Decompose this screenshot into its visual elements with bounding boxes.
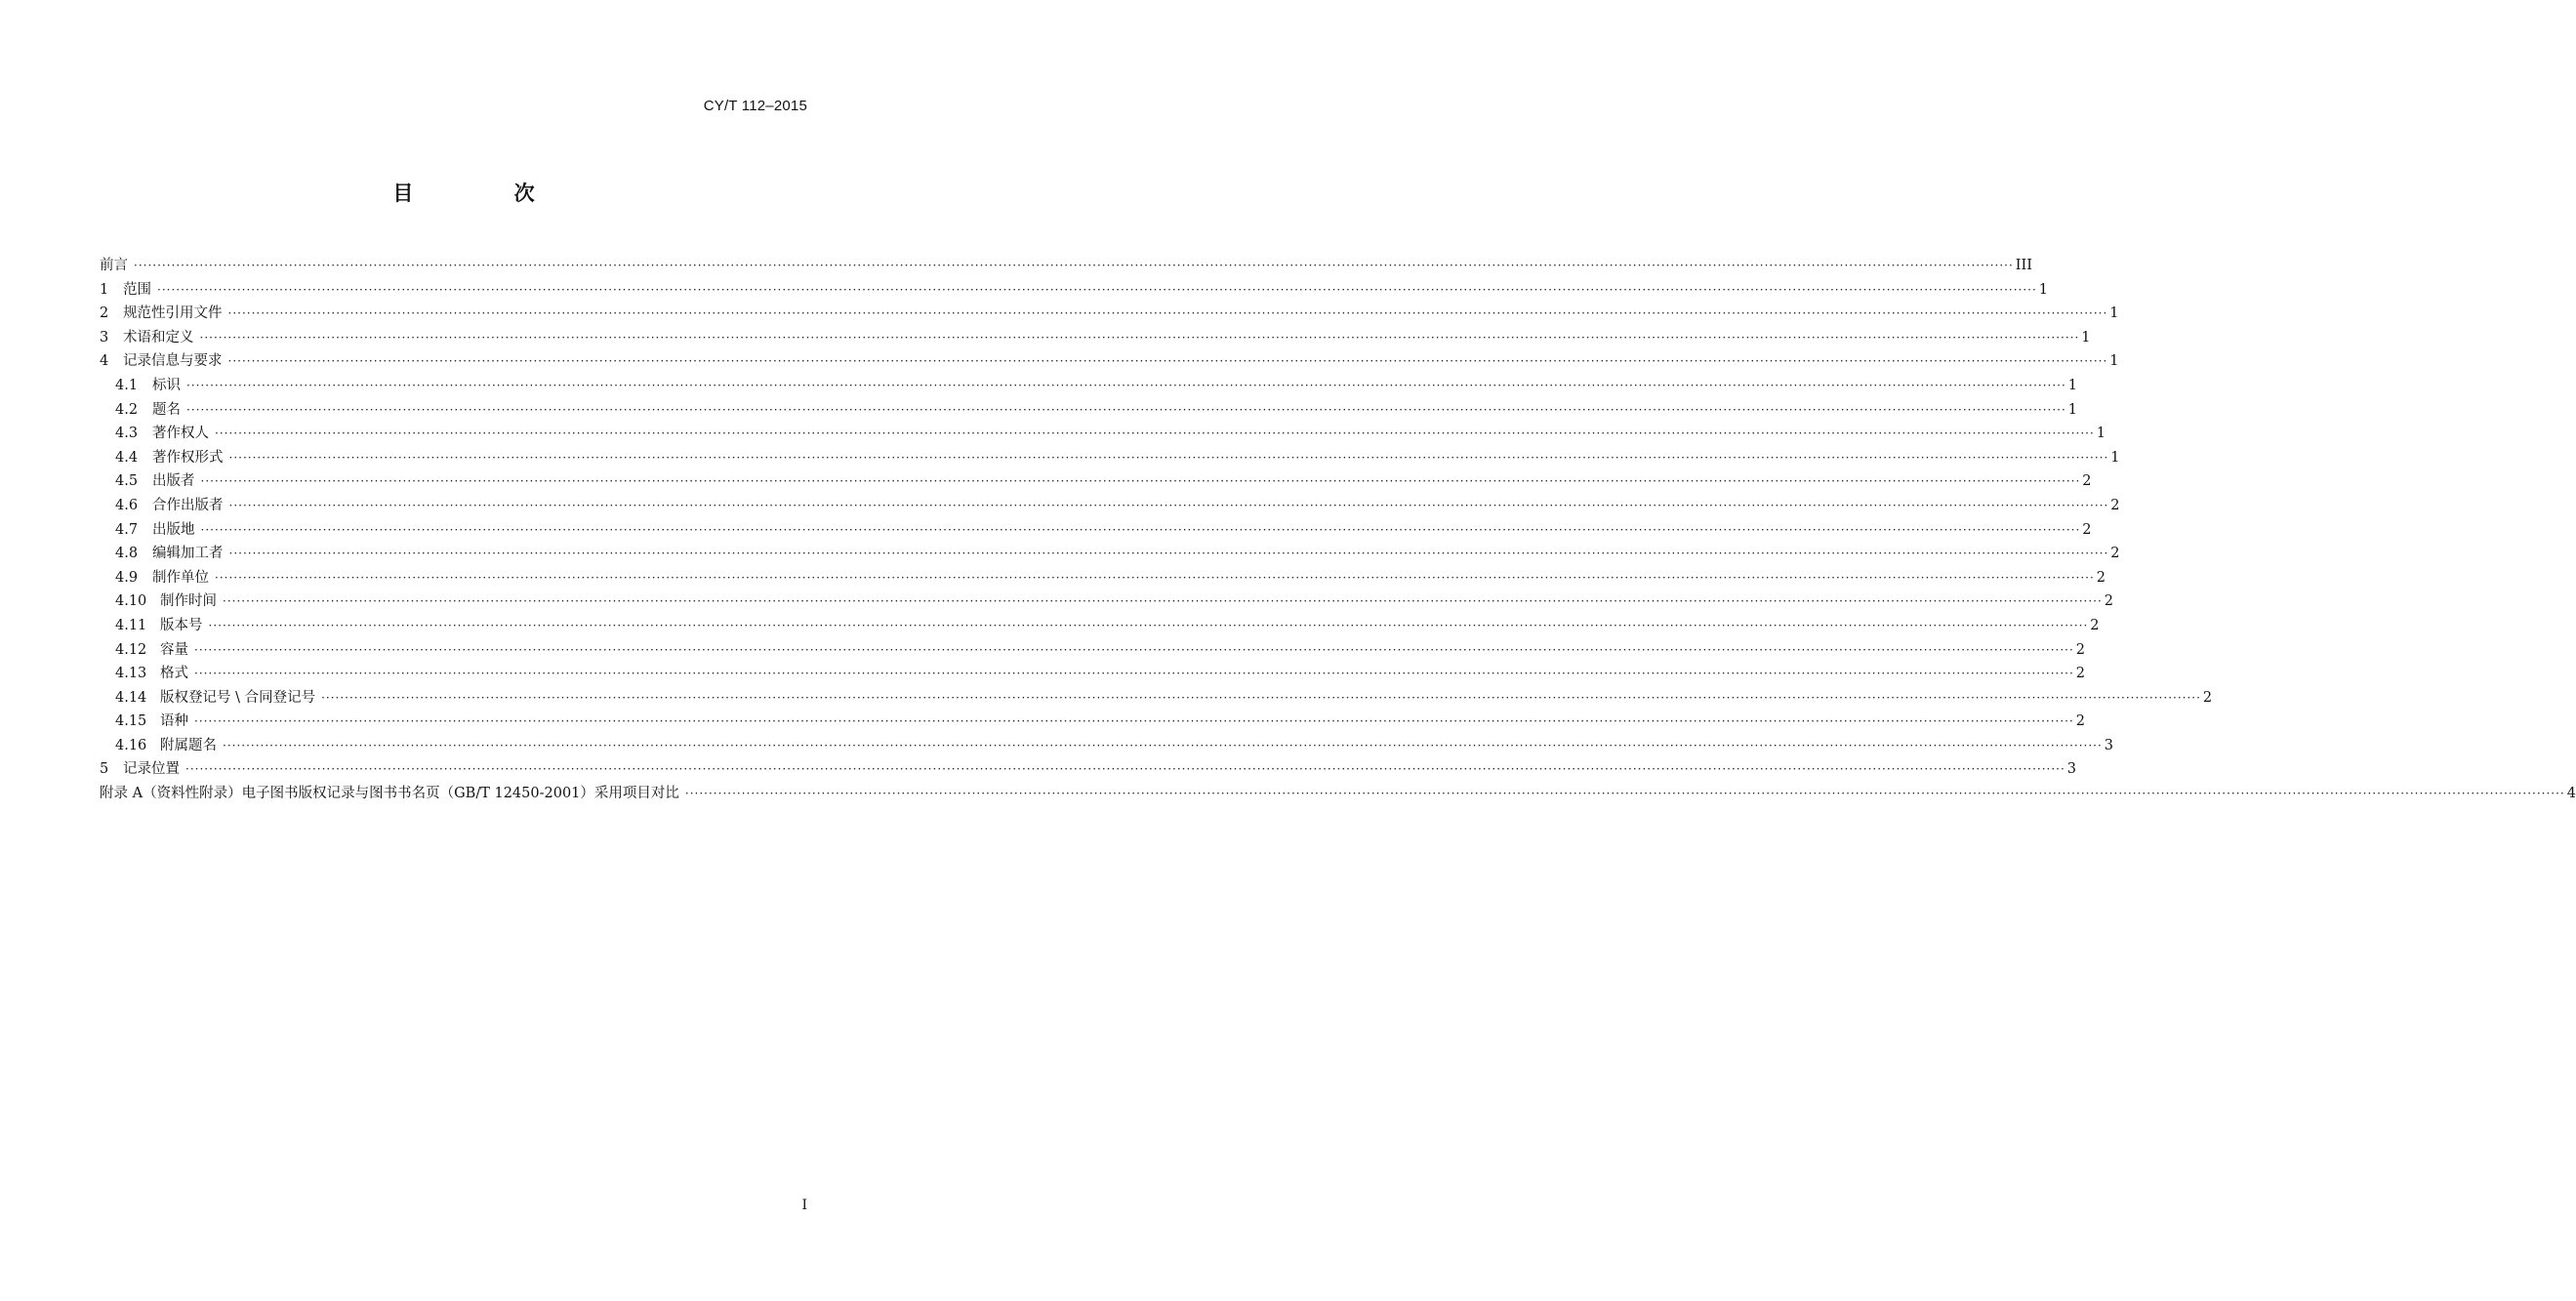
toc-entry-label: 容量 <box>160 641 188 658</box>
toc-entry-number: 1 <box>100 281 109 298</box>
toc-entry-number: 4.16 <box>115 737 147 753</box>
toc-entry-number: 4.10 <box>115 593 147 610</box>
toc-entry-page: 2 <box>2082 473 2092 490</box>
toc-entry-label: 编辑加工者 <box>152 546 224 562</box>
toc-entry[interactable] <box>100 662 2086 686</box>
toc-entry-number: 4.12 <box>115 641 147 658</box>
toc-entry-label: 制作单位 <box>152 569 209 586</box>
toc-entry-label: 语种 <box>160 713 188 730</box>
toc-entry-page: 1 <box>2109 305 2119 322</box>
toc-dot-leader: ················································································································································································································································································································································································································ <box>185 762 2065 777</box>
toc-entry-page: III <box>2015 258 2032 273</box>
toc-entry-label: 著作权形式 <box>152 449 224 466</box>
toc-entry-label: 前言 <box>100 258 128 273</box>
toc-dot-leader: ················································································································································································································································································································································································································ <box>200 474 2081 489</box>
toc-dot-leader: ················································································································································································································································································································································································································ <box>200 522 2081 537</box>
toc-entry[interactable] <box>100 566 2106 590</box>
toc-entry[interactable] <box>100 374 2078 398</box>
page-number: I <box>801 1198 807 1213</box>
toc-entry-page: 2 <box>2096 569 2106 586</box>
toc-entry-label: 附属题名 <box>160 737 217 753</box>
toc-entry-page: 1 <box>2110 449 2120 466</box>
toc-dot-leader: ················································································································································································································································································································································································································ <box>223 594 2103 609</box>
toc-entry-label: 题名 <box>152 401 181 418</box>
toc-dot-leader: ················································································································································································································································································································································································································ <box>215 427 2095 441</box>
toc-entry-label: 著作权人 <box>152 426 209 442</box>
toc-entry-page: 1 <box>2109 353 2119 370</box>
toc-entry[interactable] <box>100 518 2092 543</box>
toc-entry[interactable] <box>100 686 2213 711</box>
toc-dot-leader: ················································································································································································································································································································································································································ <box>684 787 2565 801</box>
toc-entry-number: 5 <box>100 761 109 778</box>
toc-entry-number: 2 <box>100 305 109 322</box>
toc-entry[interactable] <box>100 614 2100 638</box>
toc-entry-page: 2 <box>2110 497 2120 513</box>
toc-entry-page: 2 <box>2104 593 2114 610</box>
toc-entry-number: 4.11 <box>115 617 147 633</box>
toc-entry[interactable] <box>100 469 2092 494</box>
toc-dot-leader: ················································································································································································································································································································································································································ <box>157 282 2037 297</box>
toc-entry-label: 附录 A（资料性附录）电子图书版权记录与图书书名页（GB/T 12450-2001）采用项目对比 <box>100 786 679 802</box>
toc-entry-label: 出版者 <box>152 473 195 490</box>
table-of-contents <box>100 254 2576 806</box>
toc-entry-number: 4.13 <box>115 666 147 682</box>
toc-entry-number: 4.2 <box>115 401 139 418</box>
toc-entry-number: 4.4 <box>115 449 139 466</box>
toc-entry-number: 4.3 <box>115 426 139 442</box>
toc-entry-page: 2 <box>2075 713 2086 730</box>
toc-entry-label: 合作出版者 <box>152 497 224 513</box>
toc-entry-page: 4 <box>2566 786 2576 802</box>
toc-entry-label: 出版地 <box>152 521 195 538</box>
toc-dot-leader: ················································································································································································································································································································································································································ <box>228 450 2109 465</box>
toc-entry-page: 1 <box>2067 377 2078 393</box>
toc-dot-leader: ················································································································································································································································································································································································································ <box>208 618 2089 632</box>
toc-entry-page: 1 <box>2081 329 2091 346</box>
toc-entry[interactable] <box>100 590 2114 614</box>
toc-dot-leader: ················································································································································································································································································································································································································ <box>186 378 2066 392</box>
toc-entry-number: 4 <box>100 353 109 370</box>
toc-entry[interactable] <box>100 302 2119 326</box>
toc-entry-number: 4.5 <box>115 473 139 490</box>
toc-entry-label: 格式 <box>160 666 188 682</box>
toc-dot-leader: ················································································································································································································································································································································································································ <box>194 642 2074 657</box>
toc-entry-number: 4.15 <box>115 713 147 730</box>
toc-entry[interactable] <box>100 734 2114 758</box>
toc-dot-leader: ················································································································································································································································································································································································································ <box>321 690 2201 705</box>
toc-dot-leader: ················································································································································································································································································································································································································ <box>134 259 2014 272</box>
toc-entry-page: 2 <box>2090 617 2100 633</box>
toc-entry-number: 4.8 <box>115 546 139 562</box>
toc-entry-label: 规范性引用文件 <box>123 305 223 322</box>
toc-entry-number: 4.6 <box>115 497 139 513</box>
toc-entry-page: 3 <box>2104 737 2114 753</box>
toc-dot-leader: ················································································································································································································································································································································································································ <box>199 330 2080 345</box>
toc-entry-page: 2 <box>2075 641 2086 658</box>
toc-entry-page: 2 <box>2202 689 2213 706</box>
toc-entry-page: 3 <box>2066 761 2077 778</box>
toc-dot-leader: ················································································································································································································································································································································································································ <box>186 402 2066 417</box>
toc-entry-page: 1 <box>2067 401 2078 418</box>
toc-entry-number: 4.14 <box>115 689 147 706</box>
toc-entry[interactable] <box>100 710 2086 734</box>
toc-entry-number: 4.7 <box>115 521 139 538</box>
toc-dot-leader: ················································································································································································································································································································································································································ <box>223 738 2103 752</box>
toc-entry-label: 标识 <box>152 377 181 393</box>
toc-dot-leader: ················································································································································································································································································································································································································ <box>228 498 2109 512</box>
toc-entry-label: 术语和定义 <box>123 329 194 346</box>
toc-entry[interactable] <box>100 542 2120 566</box>
toc-dot-leader: ················································································································································································································································································································································································································ <box>194 714 2074 729</box>
toc-entry-label: 制作时间 <box>160 593 217 610</box>
toc-entry[interactable] <box>100 494 2120 518</box>
toc-entry-label: 记录信息与要求 <box>123 353 223 370</box>
toc-dot-leader: ················································································································································································································································································································································································································ <box>227 354 2108 369</box>
toc-entry-label: 记录位置 <box>123 761 180 778</box>
toc-entry[interactable] <box>100 254 2032 278</box>
toc-entry[interactable] <box>100 446 2120 470</box>
toc-entry-number: 3 <box>100 329 109 346</box>
toc-entry[interactable] <box>100 278 2049 303</box>
toc-entry-page: 2 <box>2075 666 2086 682</box>
toc-entry-label: 版权登记号 \ 合同登记号 <box>160 689 316 706</box>
toc-entry[interactable] <box>100 638 2086 663</box>
toc-entry[interactable] <box>100 782 2576 806</box>
toc-entry-page: 2 <box>2110 546 2120 562</box>
toc-entry[interactable] <box>100 757 2077 782</box>
toc-entry-page: 2 <box>2082 521 2092 538</box>
toc-dot-leader: ················································································································································································································································································································································································································ <box>228 547 2109 561</box>
toc-entry[interactable] <box>100 326 2091 350</box>
toc-dot-leader: ················································································································································································································································································································································································································ <box>227 306 2108 321</box>
toc-entry-page: 1 <box>2096 426 2106 442</box>
toc-dot-leader: ················································································································································································································································································································································································································ <box>194 667 2074 681</box>
page-title: 目 次 <box>392 182 582 205</box>
toc-entry[interactable] <box>100 398 2078 423</box>
toc-dot-leader: ················································································································································································································································································································································································································ <box>215 570 2095 585</box>
toc-entry[interactable] <box>100 349 2119 374</box>
toc-entry-label: 版本号 <box>160 617 203 633</box>
toc-entry[interactable] <box>100 422 2106 446</box>
toc-entry-number: 4.1 <box>115 377 139 393</box>
toc-entry-number: 4.9 <box>115 569 139 586</box>
toc-entry-label: 范围 <box>123 281 151 298</box>
standard-code: CY/T 112–2015 <box>703 98 807 114</box>
toc-entry-page: 1 <box>2038 281 2049 298</box>
